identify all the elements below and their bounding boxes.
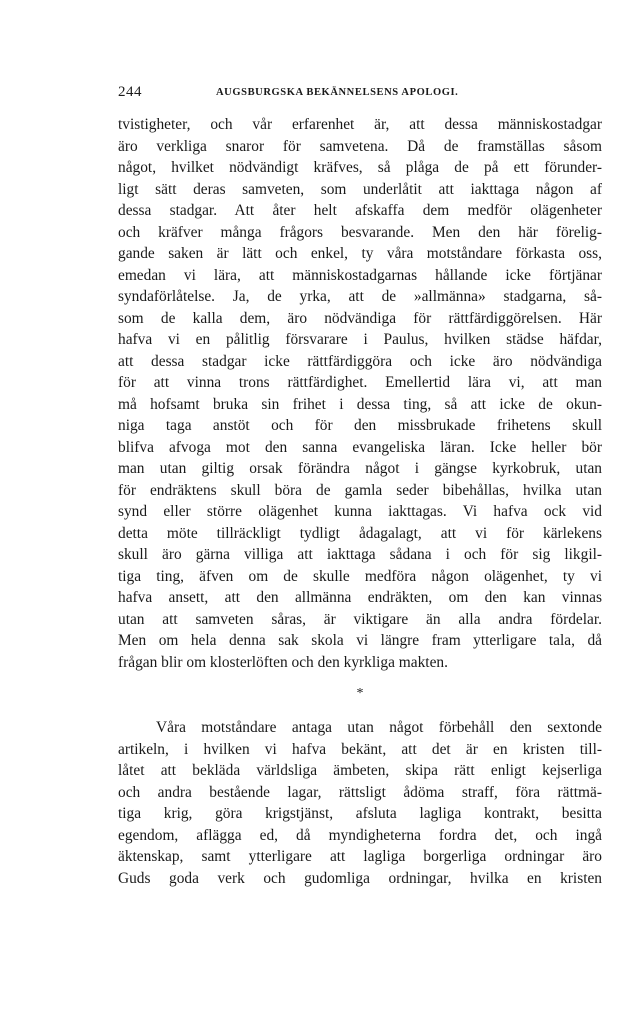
text-line: skull äro gärna villiga att iakttaga sådana i och för sig likgil- [118, 546, 602, 563]
text-line: tvistigheter, och vår erfarenhet är, att dessa människostadgar [118, 116, 602, 133]
text-line: och andra bestående lagar, rättsligt ådöma straff, föra rättmä- [118, 783, 602, 801]
text-line: äktenskap, samt ytterligare att lagliga borgerliga ordningar äro [118, 848, 602, 865]
text-line: ligt sätt deras samveten, som underlåtit att iakttaga någon af [118, 180, 602, 198]
text-line: som de kalla dem, äro nödvändiga för rättfärdiggörelsen. Här [118, 309, 602, 327]
text-line: hafva ansett, att den allmänna endräkten, om den kan vinnas [118, 589, 602, 606]
text-line: niga taga anstöt och för den missbrukade frihetens skull [118, 417, 602, 434]
text-line: detta möte tillräckligt tydligt ådagalagt, att vi för kärlekens [118, 524, 602, 542]
text-line: låtet att bekläda världsliga ämbeten, skipa rätt enligt kejserliga [118, 762, 602, 779]
paragraph-1 [118, 114, 602, 673]
text-line: frågan blir om klosterlöften och den kyrkliga makten. [118, 653, 448, 671]
text-line: egendom, aflägga ed, då myndigheterna fordra det, och ingå [118, 826, 602, 844]
running-title: AUGSBURGSKA BEKÄNNELSENS APOLOGI. [216, 87, 459, 98]
text-line: artikeln, i hvilken vi hafva bekänt, att det är en kristen till- [118, 740, 602, 758]
text-line: Men om hela denna sak skola vi längre fram ytterligare tala, då [118, 632, 602, 649]
text-line: för endräktens skull böra de gamla seder bibehållas, hvilka utan [118, 481, 602, 499]
text-line: må hofsamt bruka sin frihet i dessa ting, så att icke de okun- [118, 395, 602, 413]
section-separator: * [356, 686, 364, 701]
text-line: emedan vi lära, att människostadgarnas hållande icke förtjänar [118, 266, 602, 284]
text-line: tiga krig, göra krigstjänst, afsluta lagliga kontrakt, besitta [118, 805, 602, 822]
text-line: Guds goda verk och gudomliga ordningar, hvilka en kristen [118, 869, 602, 887]
text-line: synd eller större olägenhet kunna iakttagas. Vi hafva ock vid [118, 503, 602, 520]
text-line: hafva vi en pålitlig försvarare i Paulus, hvilken städse häfdar, [118, 331, 602, 348]
text-line: att dessa stadgar icke rättfärdiggöra och icke äro nödvändiga [118, 352, 602, 370]
text-line: utan att samveten såras, är viktigare än alla andra fördelar. [118, 610, 602, 628]
paragraph-2 [118, 717, 602, 889]
page-number: 244 [118, 84, 142, 100]
text-line: man utan giltig orsak förändra något i gängse kyrkobruk, utan [118, 460, 602, 477]
text-line: dessa stadgar. Att åter helt afskaffa dem medför olägenheter [118, 202, 602, 219]
text-line: gande saken är lätt och enkel, ty våra motståndare förkasta oss, [118, 245, 602, 262]
text-line: Våra motståndare antaga utan något förbehåll den sextonde [156, 719, 602, 736]
text-line: tiga ting, äfven om de skulle medföra någon olägenhet, ty vi [118, 567, 602, 585]
text-line: blifva afvoga mot den sanna evangeliska läran. Icke heller bör [118, 438, 602, 456]
text-line: något, hvilket nödvändigt kräfves, så plåga de på ett förunder- [118, 159, 602, 176]
running-header [118, 84, 602, 106]
text-line: och kräfver många frågors besvarande. Men den här förelig- [118, 223, 602, 241]
book-page [118, 84, 602, 889]
text-line: för att vinna trons rättfärdighet. Emellertid lära vi, att man [118, 374, 602, 391]
text-line: syndaförlåtelse. Ja, de yrka, att de »allmänna» stadgarna, så- [118, 288, 602, 305]
text-line: äro verkliga snaror för samvetena. Då de framställas såsom [118, 137, 602, 155]
